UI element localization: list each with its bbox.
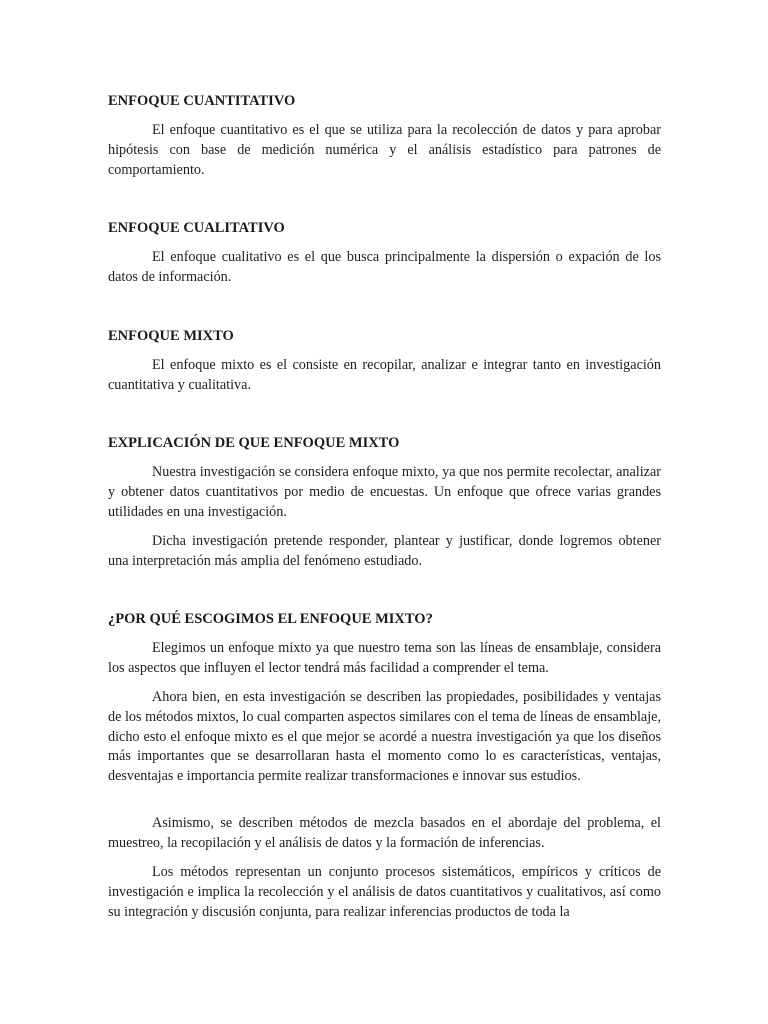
paragraph-enfoque-cuantitativo: El enfoque cuantitativo es el que se utiliza para la recolección de datos y para aprobar hipótesis con base de medición numérica y el análisis estadístico para patrones de comportamiento. [108, 122, 661, 178]
paragraph-por-que-4: Los métodos representan un conjunto procesos sistemáticos, empíricos y críticos de investigación e implica la recolección y el análisis de datos cuantitativos y cualitativos, así como su integración y discusión conjunta, para realizar inferencias productos de toda la [108, 864, 661, 920]
paragraph-por-que-1: Elegimos un enfoque mixto ya que nuestro tema son las líneas de ensamblaje, considera los aspectos que influyen el lector tendrá más facilidad a comprender el tema. [108, 640, 661, 676]
heading-enfoque-cualitativo: ENFOQUE CUALITATIVO [108, 220, 285, 236]
paragraph-enfoque-cualitativo: El enfoque cualitativo es el que busca principalmente la dispersión o expación de los datos de información. [108, 249, 661, 285]
paragraph-por-que-2: Ahora bien, en esta investigación se describen las propiedades, posibilidades y ventajas de los métodos mixtos, lo cual comparten aspectos similares con el tema de líneas de ensamblaje, dicho esto el enfoque mixto es el que mejor se acordé a nuestra investigación ya que los diseños más importantes que se desarrollaran hasta el momento como lo es características, ventajas, desventajas e importancia permite realizar transformaciones e innovar sus estudios. [108, 689, 661, 785]
heading-explicacion-enfoque-mixto: EXPLICACIÓN DE QUE ENFOQUE MIXTO [108, 435, 400, 451]
heading-enfoque-cuantitativo: ENFOQUE CUANTITATIVO [108, 93, 296, 109]
paragraph-enfoque-mixto: El enfoque mixto es el consiste en recopilar, analizar e integrar tanto en investigación cuantitativa y cualitativa. [108, 357, 661, 393]
paragraph-explicacion-2: Dicha investigación pretende responder, plantear y justificar, donde logremos obtener una interpretación más amplia del fenómeno estudiado. [108, 533, 661, 569]
paragraph-por-que-3: Asimismo, se describen métodos de mezcla basados en el abordaje del problema, el muestreo, la recopilación y el análisis de datos y la formación de inferencias. [108, 815, 661, 851]
heading-enfoque-mixto: ENFOQUE MIXTO [108, 328, 234, 344]
heading-por-que-escogimos: ¿POR QUÉ ESCOGIMOS EL ENFOQUE MIXTO? [108, 611, 433, 627]
paragraph-explicacion-1: Nuestra investigación se considera enfoque mixto, ya que nos permite recolectar, analizar y obtener datos cuantitativos por medio de encuestas. Un enfoque que ofrece varias grandes utilidades en una investigación. [108, 464, 661, 520]
